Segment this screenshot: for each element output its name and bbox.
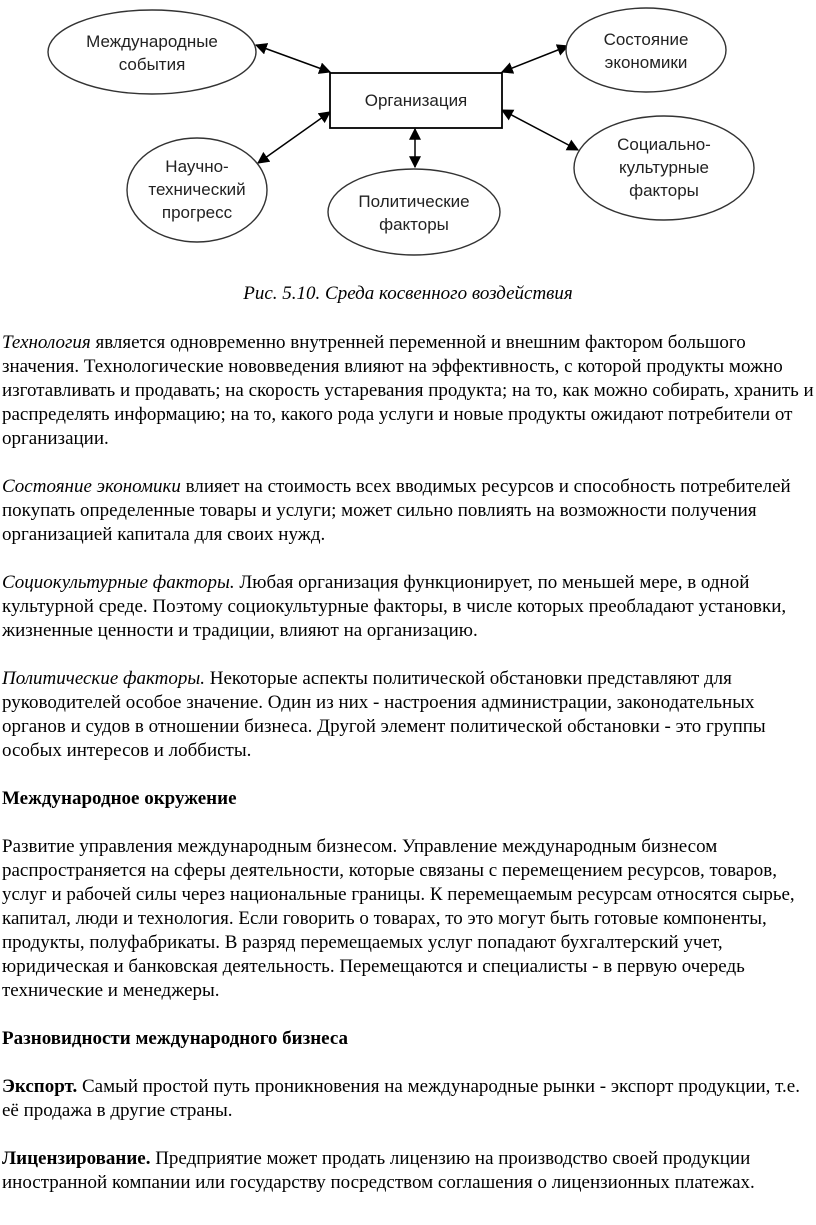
term-political: Политические факторы. [2, 668, 205, 689]
arrow-sociocultural [502, 110, 578, 150]
paragraph-political [2, 667, 814, 763]
node-sci-tech-progress [127, 138, 267, 242]
node-political-line1: Политические [358, 192, 470, 211]
paragraph-licensing [2, 1147, 814, 1195]
node-organization-label: Организация [364, 91, 468, 110]
text-export: Самый простой путь проникновения на международные рынки - экспорт продукции, т.е. её продажа в другие страны. [2, 1076, 800, 1121]
figure-caption: Рис. 5.10. Среда косвенного воздействия [243, 283, 573, 304]
indirect-environment-diagram [0, 0, 816, 270]
node-sci-tech-progress-line3: прогресс [161, 203, 233, 222]
text-licensing: Предприятие может продать лицензию на производство своей продукции иностранной компании или государству посредством соглашения о лицензионных платежах. [2, 1148, 755, 1193]
text-economy: влияет на стоимость всех вводимых ресурсов и способность потребителей покупать определенные товары и услуги; может сильно повлиять на возможности получения организацией капитала для своих нужд. [2, 476, 791, 545]
node-sociocultural-line1: Социально- [617, 135, 711, 154]
node-sociocultural-line2: культурные [618, 158, 710, 177]
heading-international-environment: Международное окружение [2, 788, 237, 809]
node-sci-tech-progress-line2: технический [148, 180, 246, 199]
heading-kinds-of-business: Разновидности международного бизнеса [2, 1028, 348, 1049]
node-economy-state-line1: Состояние [603, 30, 689, 49]
node-international-events-line2: события [118, 55, 186, 74]
term-export: Экспорт. [2, 1076, 78, 1097]
arrow-international-events [256, 45, 330, 72]
node-sociocultural-line3: факторы [629, 181, 699, 200]
node-political-line2: факторы [379, 215, 449, 234]
text-political: Некоторые аспекты политической обстановки представляют для руководителей особое значение. Один из них - настроения администрации, законодательных органов и судов в отношении бизнеса. Другой элемент политической обстановки - это группы особых интересов и лоббисты. [2, 668, 766, 761]
text-technology: является одновременно внутренней переменной и внешним фактором большого значения. Технологические нововведения влияют на эффективность, с которой продукты можно изготавливать и продавать; на скорость устаревания продукта; на то, как можно собирать, хранить и распределять информацию; на то, какого рода услуги и новые продукты ожидают потребители от организации. [2, 332, 814, 449]
paragraph-international-business: Развитие управления международным бизнесом. Управление международным бизнесом распространяется на сферы деятельности, которые связаны с перемещением ресурсов, товаров, услуг и рабочей силы через национальные границы. К перемещаемым ресурсам относятся сырье, капитал, люди и технология. Если говорить о товарах, то это могут быть готовые компоненты, продукты, полуфабрикаты. В разряд перемещаемых услуг попадают бухгалтерский учет, юридическая и банковская деятельность. Перемещаются и специалисты - в первую очередь технические и менеджеры. [2, 836, 795, 1001]
arrow-economy-state [502, 46, 568, 72]
term-technology: Технология [2, 332, 91, 353]
paragraph-economy [2, 475, 814, 547]
term-economy: Состояние экономики [2, 476, 181, 497]
node-economy-state-line2: экономики [604, 53, 688, 72]
paragraph-export [2, 1075, 814, 1123]
node-international-events-line1: Международные [86, 32, 218, 51]
node-economy-state [566, 8, 726, 92]
paragraph-technology [2, 331, 814, 451]
term-licensing: Лицензирование. [2, 1148, 151, 1169]
node-sociocultural [574, 116, 754, 220]
arrow-sci-tech-progress [258, 112, 330, 163]
document-body [2, 331, 814, 1219]
text-sociocultural: Любая организация функционирует, по меньшей мере, в одной культурной среде. Поэтому социокультурные факторы, в числе которых преобладают установки, жизненные ценности и традиции, влияют на организацию. [2, 572, 787, 641]
node-political [328, 169, 500, 255]
term-sociocultural: Социокультурные факторы. [2, 572, 235, 593]
paragraph-sociocultural [2, 571, 814, 643]
node-international-events [48, 10, 256, 94]
node-sci-tech-progress-line1: Научно- [165, 157, 229, 176]
node-organization [330, 73, 502, 128]
